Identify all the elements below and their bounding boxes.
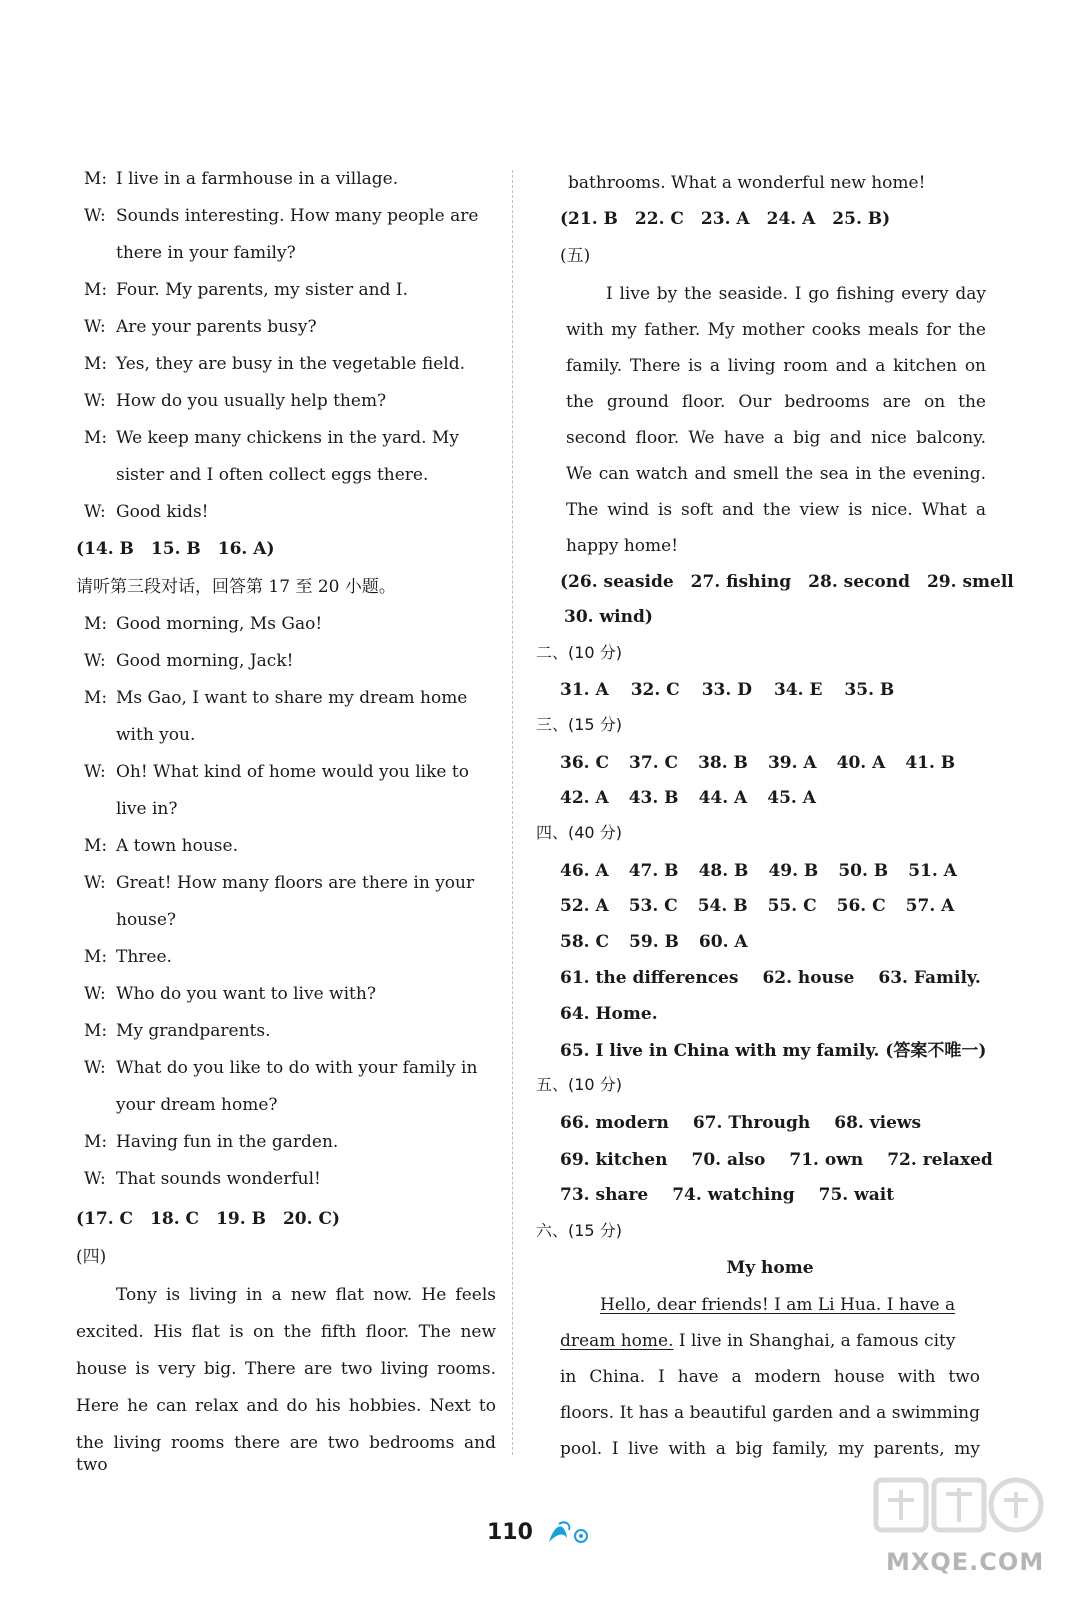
dialogue-text: Three.	[116, 947, 172, 967]
answer-item	[631, 679, 684, 701]
answer-text: 43. B	[628, 788, 679, 808]
dialogue-line	[76, 650, 496, 672]
dialogue-line	[76, 316, 496, 338]
essay-underline-2: dream home.	[560, 1331, 674, 1351]
section-5-row1	[560, 1112, 980, 1134]
passage-line: Tony is living in a new flat now. He feels	[116, 1285, 496, 1305]
answers-17-20: (17. C 18. C 19. B 20. C)	[76, 1209, 341, 1229]
answer-text: 59. B	[629, 932, 679, 952]
essay-title: My home	[726, 1258, 814, 1278]
speaker-label: M:	[84, 1021, 108, 1041]
dialogue-text: Who do you want to live with?	[116, 984, 376, 1004]
answers-21-25: (21. B 22. C 23. A 24. A 25. B)	[560, 209, 891, 229]
column-divider	[512, 170, 513, 1455]
part4-label: (四)	[76, 1247, 107, 1267]
answer-text: 67. Through	[692, 1113, 811, 1133]
answer-text: 45. A	[767, 788, 816, 808]
passage-line: with my father. My mother cooks meals for the	[566, 320, 986, 340]
answer-item	[762, 967, 858, 989]
speaker-label: W:	[84, 1058, 106, 1078]
section-5-row3	[560, 1184, 980, 1206]
answer-item	[699, 931, 752, 953]
answer-item	[560, 931, 613, 953]
speaker-label: W:	[84, 206, 106, 226]
dialogue-text: Good morning, Jack!	[116, 651, 294, 671]
dialogue-text: A town house.	[116, 836, 238, 856]
answer-item	[693, 1112, 814, 1134]
dialogue-line	[76, 872, 496, 894]
speaker-label: M:	[84, 354, 108, 374]
dialogue-line	[76, 1057, 496, 1079]
dialogue-text: Having fun in the garden.	[116, 1132, 339, 1152]
instruction-third-dialogue: 请听第三段对话，回答第 17 至 20 小题。	[76, 577, 396, 597]
dialogue-line	[76, 835, 496, 857]
answer-item	[698, 895, 752, 917]
answer-text: 58. C	[560, 932, 610, 952]
answer-text: 49. B	[768, 861, 819, 881]
answer-text: 31. A	[560, 680, 609, 700]
answer-text: 35. B	[844, 680, 895, 700]
answer-item	[789, 1149, 867, 1171]
dialogue-text: My grandparents.	[116, 1021, 271, 1041]
passage-line: family. There is a living room and a kitchen on	[566, 356, 986, 376]
answer-item	[560, 787, 613, 809]
answer-text: 70. also	[691, 1150, 766, 1170]
section-3-answers-row2	[560, 787, 980, 809]
dialogue-text: Good kids!	[116, 502, 209, 522]
answer-item	[629, 931, 683, 953]
dialogue-text: your dream home?	[116, 1095, 278, 1115]
passage-line: house is very big. There are two living rooms.	[76, 1359, 496, 1379]
passage-line: second floor. We have a big and nice balcony.	[566, 428, 986, 448]
dialogue-line	[76, 168, 496, 190]
dialogue-text: Great! How many floors are there in your	[116, 873, 475, 893]
dialogue-text: Sounds interesting. How many people are	[116, 206, 479, 226]
dialogue-line	[76, 761, 496, 783]
dialogue-line	[76, 1094, 496, 1116]
dialogue-text: there in your family?	[116, 243, 296, 263]
dialogue-line	[76, 1020, 496, 1042]
answer-text: 53. C	[628, 896, 678, 916]
dialogue-line	[76, 464, 496, 486]
dialogue-text: sister and I often collect eggs there.	[116, 465, 429, 485]
speaker-label: W:	[84, 984, 106, 1004]
section-4-answers-row1	[560, 860, 980, 882]
answer-text: 54. B	[697, 896, 748, 916]
answer-item	[834, 1112, 925, 1134]
essay-underline-1: Hello, dear friends! I am Li Hua. I have a	[600, 1295, 956, 1315]
answers-26-29: (26. seaside 27. fishing 28. second 29. smell	[560, 572, 1014, 592]
passage-line: in China. I have a modern house with two	[560, 1367, 980, 1387]
dialogue-line	[76, 798, 496, 820]
passage-line: happy home!	[566, 536, 679, 556]
dialogue-line	[76, 1168, 496, 1190]
speaker-label: M:	[84, 428, 108, 448]
answer-text: 61. the differences	[560, 968, 739, 988]
passage-line: We can watch and smell the sea in the evening.	[566, 464, 986, 484]
answer-item	[699, 787, 752, 809]
dialogue-line	[76, 909, 496, 931]
dialogue-line	[76, 687, 496, 709]
speaker-label: M:	[84, 947, 108, 967]
dialogue-line	[76, 205, 496, 227]
speaker-label: W:	[84, 1169, 106, 1189]
answer-item	[560, 967, 742, 989]
passage-line: the living rooms there are two bedrooms and two	[76, 1433, 496, 1475]
dialogue-line	[76, 501, 496, 523]
essay-line-2	[560, 1330, 980, 1352]
dialogue-line	[76, 724, 496, 746]
section-4-answers-row2	[560, 895, 980, 917]
speaker-label: W:	[84, 391, 106, 411]
speaker-label: M:	[84, 836, 108, 856]
answer-text: 57. A	[905, 896, 955, 916]
answer-item	[699, 860, 753, 882]
answer-text: 33. D	[701, 680, 752, 700]
essay-line-1	[560, 1294, 980, 1316]
dialogue-line	[76, 946, 496, 968]
speaker-label: W:	[84, 502, 106, 522]
dialogue-text: with you.	[116, 725, 196, 745]
answer-item	[819, 1184, 898, 1206]
answer-item	[768, 895, 821, 917]
dialogue-line	[76, 427, 496, 449]
section-4-answer-65: 65. I live in China with my family. (答案不唯一)	[560, 1041, 987, 1061]
speaker-label: M:	[84, 688, 108, 708]
answer-item	[560, 752, 613, 774]
answer-item	[837, 895, 890, 917]
answer-text: 44. A	[698, 788, 748, 808]
answer-item	[767, 787, 820, 809]
dialogue-line	[76, 353, 496, 375]
answer-item	[560, 860, 613, 882]
passage4-end: bathrooms. What a wonderful new home!	[568, 173, 926, 193]
answer-item	[672, 1184, 798, 1206]
section-5-heading: 五、(10 分)	[536, 1075, 622, 1094]
dialogue-line	[76, 1131, 496, 1153]
answer-text: 47. B	[628, 861, 679, 881]
answer-item	[691, 1149, 769, 1171]
answer-text: 63. Family.	[878, 968, 981, 988]
dialogue-text: house?	[116, 910, 177, 930]
speaker-label: W:	[84, 651, 106, 671]
speaker-label: W:	[84, 762, 106, 782]
answer-text: 48. B	[698, 861, 749, 881]
passage-line: Here he can relax and do his hobbies. Next to	[76, 1396, 496, 1416]
answer-item	[887, 1149, 997, 1171]
section-4-heading: 四、(40 分)	[536, 823, 622, 842]
answer-text: 41. B	[905, 753, 956, 773]
dialogue-text: Oh! What kind of home would you like to	[116, 762, 469, 782]
answer-text: 75. wait	[818, 1185, 895, 1205]
watermark-seal-icon	[870, 1470, 1050, 1540]
answer-text: 55. C	[767, 896, 817, 916]
answers-30: 30. wind)	[564, 607, 653, 627]
answer-text: 60. A	[698, 932, 748, 952]
dialogue-line	[76, 983, 496, 1005]
answer-item	[844, 679, 898, 701]
speaker-label: M:	[84, 280, 108, 300]
section-2-answers	[560, 679, 980, 701]
answer-text: 37. C	[629, 753, 679, 773]
answer-item	[629, 787, 683, 809]
dialogue-text: Yes, they are busy in the vegetable field.	[116, 354, 465, 374]
answer-item	[837, 752, 890, 774]
watermark-text: MXQE.COM	[886, 1548, 1045, 1576]
speaker-label: M:	[84, 169, 108, 189]
answer-item	[774, 679, 826, 701]
answer-item	[629, 752, 682, 774]
passage-line: excited. His flat is on the fifth floor. The new	[76, 1322, 496, 1342]
section-3-answers-row1	[560, 752, 980, 774]
answers-14-16: (14. B 15. B 16. A)	[76, 539, 275, 559]
speaker-label: W:	[84, 317, 106, 337]
dialogue-text: We keep many chickens in the yard. My	[116, 428, 459, 448]
passage-line: floors. It has a beautiful garden and a swimming	[560, 1403, 980, 1423]
answer-item	[560, 1149, 671, 1171]
answer-text: 71. own	[789, 1150, 864, 1170]
answer-item	[560, 895, 613, 917]
answer-item	[560, 1112, 673, 1134]
section-6-heading: 六、(15 分)	[536, 1221, 622, 1240]
section-4-answers-row3	[560, 931, 980, 953]
answer-text: 52. A	[560, 896, 609, 916]
speaker-label: M:	[84, 1132, 108, 1152]
dialogue-line	[76, 390, 496, 412]
answer-item	[698, 752, 752, 774]
answer-text: 38. B	[698, 753, 748, 773]
answer-item	[629, 860, 683, 882]
publisher-logo-icon	[545, 1518, 609, 1546]
dialogue-text: That sounds wonderful!	[116, 1169, 321, 1189]
dialogue-text: How do you usually help them?	[116, 391, 387, 411]
section-2-heading: 二、(10 分)	[536, 643, 622, 662]
speaker-label: M:	[84, 614, 108, 634]
answer-item	[905, 752, 959, 774]
section-3-heading: 三、(15 分)	[536, 715, 622, 734]
dialogue-line	[76, 613, 496, 635]
answer-text: 40. A	[836, 753, 886, 773]
page-number: 110	[487, 1520, 533, 1545]
answer-text: 51. A	[908, 861, 957, 881]
answer-text: 62. house	[762, 968, 855, 988]
answer-item	[768, 860, 822, 882]
answer-text: 42. A	[560, 788, 609, 808]
part5-label: (五)	[560, 246, 591, 266]
dialogue-line	[76, 242, 496, 264]
passage-line: I live by the seaside. I go fishing every day	[606, 284, 986, 304]
answer-text: 73. share	[560, 1185, 649, 1205]
answer-item	[906, 895, 959, 917]
section-4-answer-64: 64. Home.	[560, 1004, 658, 1024]
dialogue-text: I live in a farmhouse in a village.	[116, 169, 399, 189]
answer-text: 32. C	[630, 680, 680, 700]
passage-line: The wind is soft and the view is nice. What a	[566, 500, 986, 520]
answer-text: 36. C	[560, 753, 610, 773]
answer-item	[629, 895, 682, 917]
answer-text: 46. A	[560, 861, 609, 881]
answer-text: 74. watching	[672, 1185, 795, 1205]
dialogue-text: live in?	[116, 799, 178, 819]
section-4-text-row1	[560, 967, 980, 989]
answer-text: 50. B	[838, 861, 889, 881]
answer-text: 72. relaxed	[887, 1150, 993, 1170]
answer-item	[878, 967, 984, 989]
answer-text: 34. E	[773, 680, 823, 700]
answer-text: 68. views	[834, 1113, 922, 1133]
speaker-label: W:	[84, 873, 106, 893]
dialogue-text: Are your parents busy?	[116, 317, 317, 337]
essay-line-2-rest: I live in Shanghai, a famous city	[673, 1331, 956, 1351]
answer-text: 56. C	[836, 896, 886, 916]
answer-text: 69. kitchen	[560, 1150, 668, 1170]
answer-item	[560, 1184, 652, 1206]
passage-line: pool. I live with a big family, my parents, my	[560, 1439, 980, 1459]
answer-item	[702, 679, 756, 701]
dialogue-text: Ms Gao, I want to share my dream home	[116, 688, 468, 708]
answer-text: 66. modern	[560, 1113, 669, 1133]
section-5-row2	[560, 1149, 993, 1171]
answer-item	[768, 752, 821, 774]
dialogue-text: What do you like to do with your family in	[116, 1058, 478, 1078]
passage-line: the ground floor. Our bedrooms are on the	[566, 392, 986, 412]
dialogue-text: Good morning, Ms Gao!	[116, 614, 323, 634]
dialogue-line	[76, 279, 496, 301]
answer-item	[838, 860, 892, 882]
answer-item	[560, 679, 613, 701]
dialogue-text: Four. My parents, my sister and I.	[116, 280, 408, 300]
answer-text: 39. A	[767, 753, 817, 773]
answer-item	[908, 860, 961, 882]
